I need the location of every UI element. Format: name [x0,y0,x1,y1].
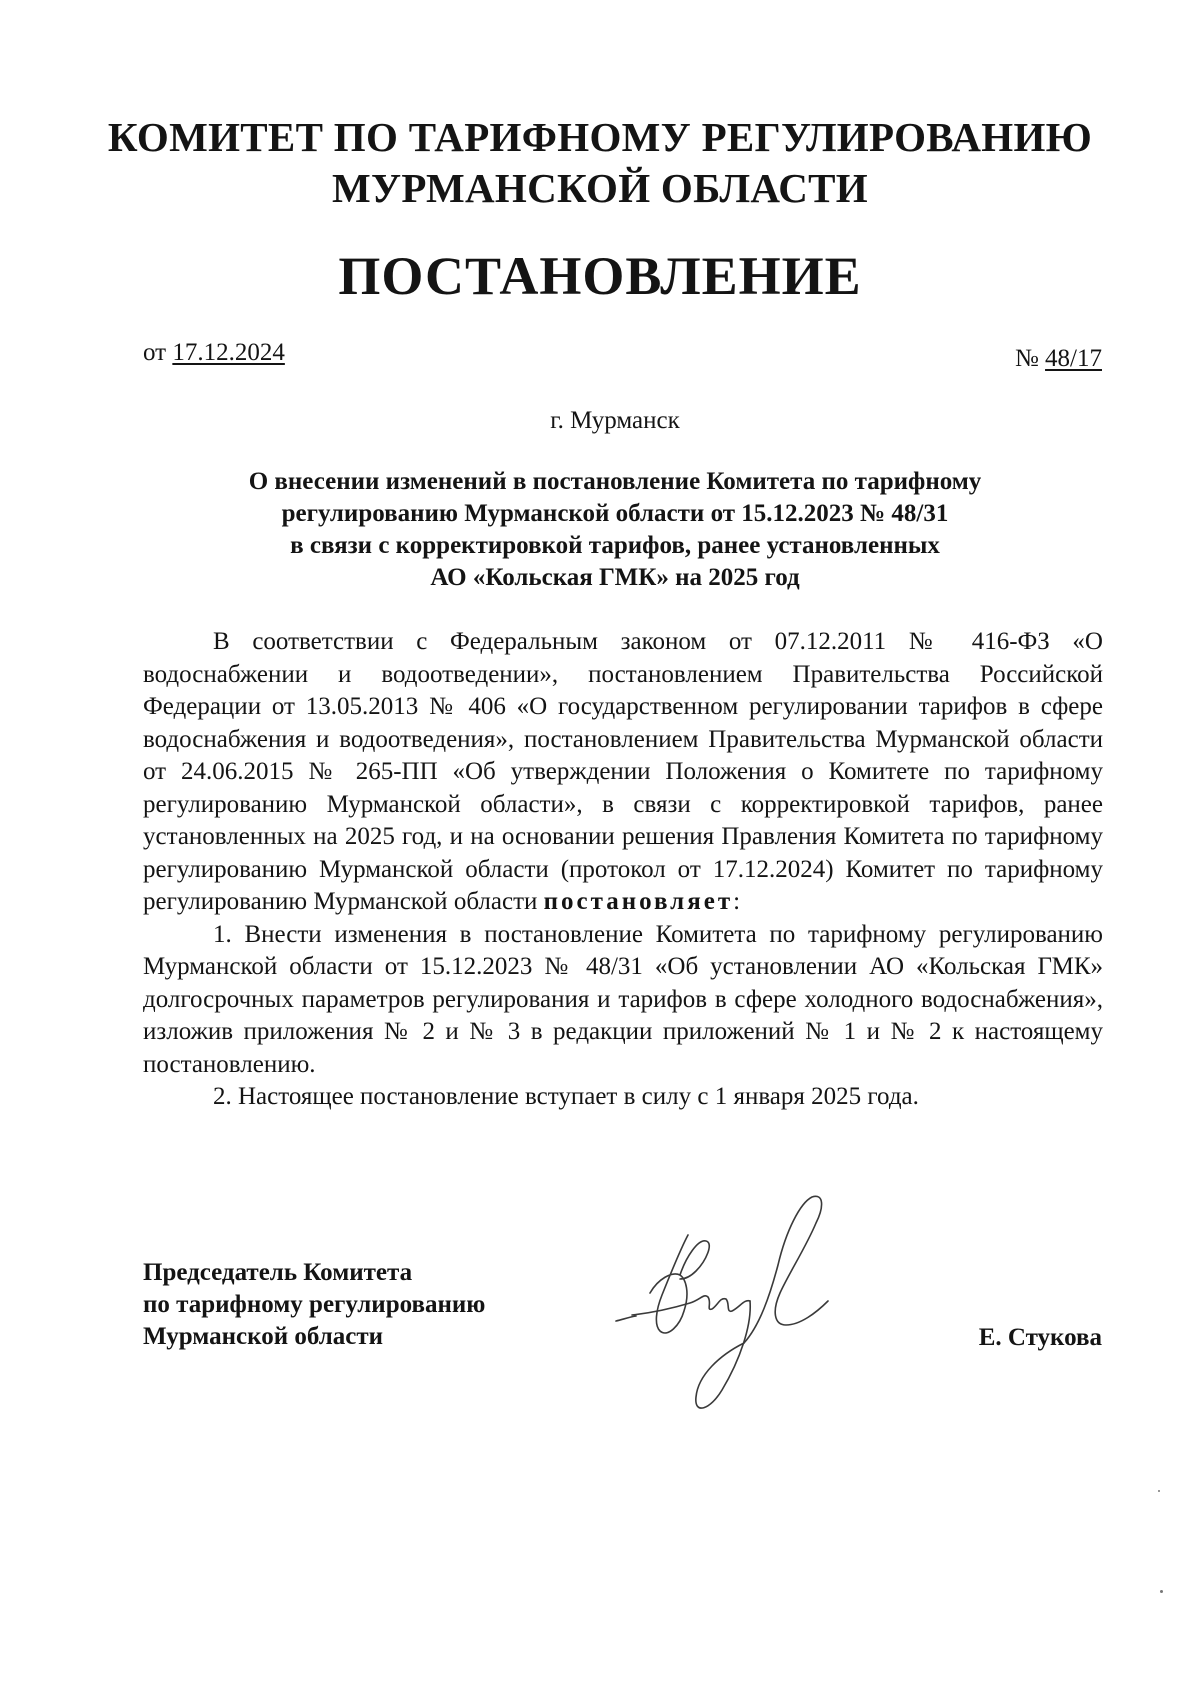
document-number [1015,344,1102,374]
decree-colon: : [733,888,741,915]
subject-line-1: О внесении изменений в постановление Комитета по тарифному [248,468,982,495]
date-value: 17.12.2024 [172,339,285,366]
handwritten-signature [610,1175,870,1415]
signer-name: Е. Стукова [978,1324,1102,1351]
decree-item-1: 1. Внести изменения в постановление Комитета по тарифному регулированию Мурманской области от 15.12.2023 № 48/31 «Об установлении АО «Кольская ГМК» долгосрочных параметров регулирования и тарифов в сфере холодного водоснабжения», изложив приложения № 2 и № 3 в редакции приложений № 1 и № 2 к настоящему постановлению. [143,920,1103,1078]
document-type-heading: ПОСТАНОВЛЕНИЕ [338,246,862,306]
organization-title [100,112,1100,214]
subject-line-4: АО «Кольская ГМК» на 2025 год [430,564,800,591]
signer-title-line-3: Мурманской области [143,1323,384,1350]
signer-title-line-1: Председатель Комитета [143,1259,413,1286]
subject-line-2: регулированию Мурманской области от 15.12.2023 № 48/31 [281,500,949,527]
date-prefix: от [143,339,173,366]
city: г. Мурманск [550,407,680,434]
signer-title-line-2: по тарифному регулированию [143,1291,486,1318]
document-date [143,338,285,368]
signer-title [143,1257,485,1353]
number-prefix: № [1014,345,1046,372]
document-body [143,626,1103,1114]
organization-title-line-1: КОМИТЕТ ПО ТАРИФНОМУ РЕГУЛИРОВАНИЮ [107,114,1093,160]
scan-speck [1158,1490,1160,1492]
preamble-paragraph [143,626,1103,919]
number-value: 48/17 [1045,345,1102,372]
decree-word: постановляет [543,888,734,915]
subject-line-3: в связи с корректировкой тарифов, ранее установленных [290,532,940,559]
preamble-text: В соответствии с Федеральным законом от 07.12.2011 № 416-ФЗ «О водоснабжении и водоотведении», постановлением Правительства Российской Федерации от 13.05.2013 № 406 «О государственном регулировании тарифов в сфере водоснабжения и водоотведения», постановлением Правительства Мурманской области от 24.06.2015 № 265-ПП «Об утверждении Положения о Комитете по тарифному регулированию Мурманской области», в связи с корректировкой тарифов, ранее установленных на 2025 год, и на основании решения Правления Комитета по тарифному регулированию Мурманской области (протокол от 17.12.2024) Комитет по тарифному регулированию Мурманской области [143,628,1103,915]
organization-title-line-2: МУРМАНСКОЙ ОБЛАСТИ [332,165,868,211]
document-subject [150,466,1080,594]
scan-speck [1160,1590,1163,1593]
decree-item-2: 2. Настоящее постановление вступает в силу с 1 января 2025 года. [213,1083,919,1110]
